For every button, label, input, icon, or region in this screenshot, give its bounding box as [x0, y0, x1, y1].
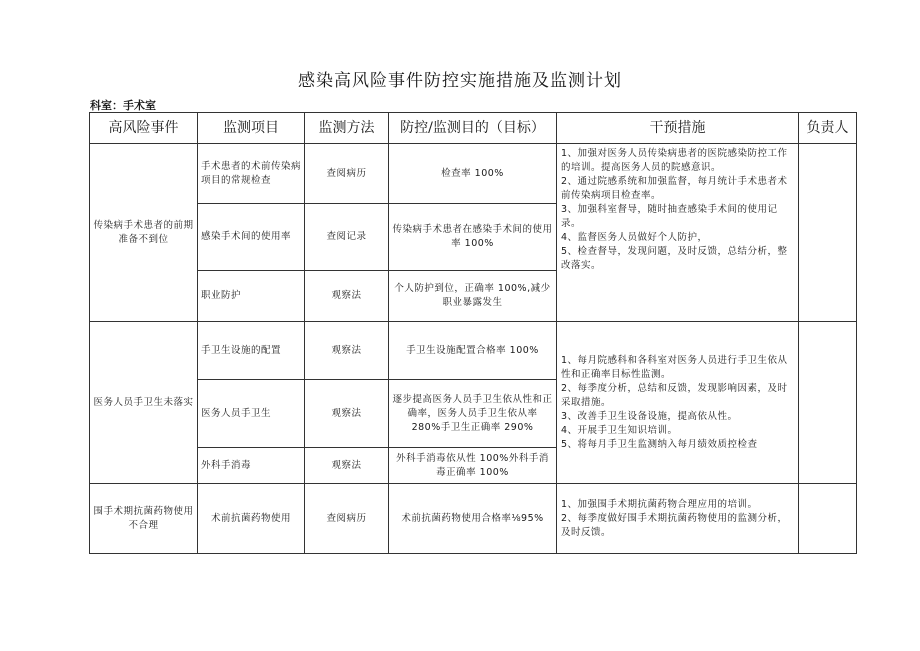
- event-cell: 围手术期抗菌药物使用不合理: [90, 484, 198, 554]
- item-cell: 手卫生设施的配置: [198, 322, 305, 380]
- measure-line: 1、每月院感科和各科室对医务人员进行手卫生依从性和正确率目标性监测。: [561, 354, 788, 380]
- header-event: 高风险事件: [90, 113, 198, 144]
- goal-cell: 传染病手术患者在感染手术间的使用率 100%: [389, 204, 557, 271]
- department-label: 科室：手术室: [90, 99, 156, 112]
- measure-line: 2、每季度分析，总结和反馈，发现影响因素，及时采取措施。: [561, 382, 788, 408]
- method-cell: 查阅记录: [305, 204, 389, 271]
- measure-line: 5、将每月手卫生监测纳入每月绩效质控检查: [561, 438, 758, 450]
- method-cell: 观察法: [305, 448, 389, 484]
- method-cell: 观察法: [305, 271, 389, 322]
- measure-line: 1、加强对医务人员传染病患者的医院感染防控工作的培训。提高医务人员的院感意识。: [561, 148, 788, 173]
- plan-table: [89, 112, 857, 554]
- owner-cell: [799, 484, 857, 554]
- method-cell: 查阅病历: [305, 144, 389, 204]
- measure-line: 2、通过院感系统和加强监督，每月统计手术患者术前传染病项目检查率。: [561, 176, 788, 201]
- item-cell: 医务人员手卫生: [198, 380, 305, 448]
- method-cell: 查阅病历: [305, 484, 389, 554]
- goal-cell: 术前抗菌药物使用合格率⅛95%: [389, 484, 557, 554]
- table-row: [90, 322, 857, 380]
- method-cell: 观察法: [305, 380, 389, 448]
- measures-cell: [557, 144, 799, 322]
- item-cell: 手术患者的术前传染病项目的常规检查: [198, 144, 305, 204]
- item-cell: 职业防护: [198, 271, 305, 322]
- goal-cell: 手卫生设施配置合格率 100%: [389, 322, 557, 380]
- measures-cell: [557, 484, 799, 554]
- measure-line: 3、加强科室督导，随时抽查感染手术间的使用记录。: [561, 204, 778, 229]
- header-measures: 干预措施: [557, 113, 799, 144]
- item-cell: 外科手消毒: [198, 448, 305, 484]
- header-item: 监测项目: [198, 113, 305, 144]
- page-title: 感染高风险事件防控实施措施及监测计划: [298, 71, 622, 91]
- header-owner: 负责人: [799, 113, 857, 144]
- measure-line: 4、开展手卫生知识培训。: [561, 424, 678, 436]
- header-goal: 防控/监测目的（目标）: [389, 113, 557, 144]
- measure-line: 3、改善手卫生设备设施，提高依从性。: [561, 410, 738, 422]
- measure-line: 4、监督医务人员做好个人防护，: [561, 232, 708, 243]
- table-row: [90, 144, 857, 204]
- measure-line: 2、每季度做好围手术期抗菌药物使用的监测分析，及时反馈。: [561, 512, 788, 538]
- item-cell: 术前抗菌药物使用: [198, 484, 305, 554]
- goal-cell: 检查率 100%: [389, 144, 557, 204]
- header-row: [90, 113, 857, 144]
- goal-cell: 逐步提高医务人员手卫生依从性和正确率，医务人员手卫生依从率 280%手卫生正确率 290%: [389, 380, 557, 448]
- method-cell: 观察法: [305, 322, 389, 380]
- table-row: [90, 484, 857, 554]
- measure-line: 5、检查督导，发现问题，及时反馈，总结分析，整改落实。: [561, 246, 788, 271]
- owner-cell: [799, 322, 857, 484]
- event-cell: 传染病手术患者的前期准备不到位: [90, 144, 198, 322]
- measures-cell: [557, 322, 799, 484]
- event-cell: 医务人员手卫生未落实: [90, 322, 198, 484]
- goal-cell: 外科手消毒依从性 100%外科手消毒正确率 100%: [389, 448, 557, 484]
- measure-line: 1、加强围手术期抗菌药物合理应用的培训。: [561, 498, 758, 510]
- goal-cell: 个人防护到位，正确率 100%,减少职业暴露发生: [389, 271, 557, 322]
- header-method: 监测方法: [305, 113, 389, 144]
- owner-cell: [799, 144, 857, 322]
- item-cell: 感染手术间的使用率: [198, 204, 305, 271]
